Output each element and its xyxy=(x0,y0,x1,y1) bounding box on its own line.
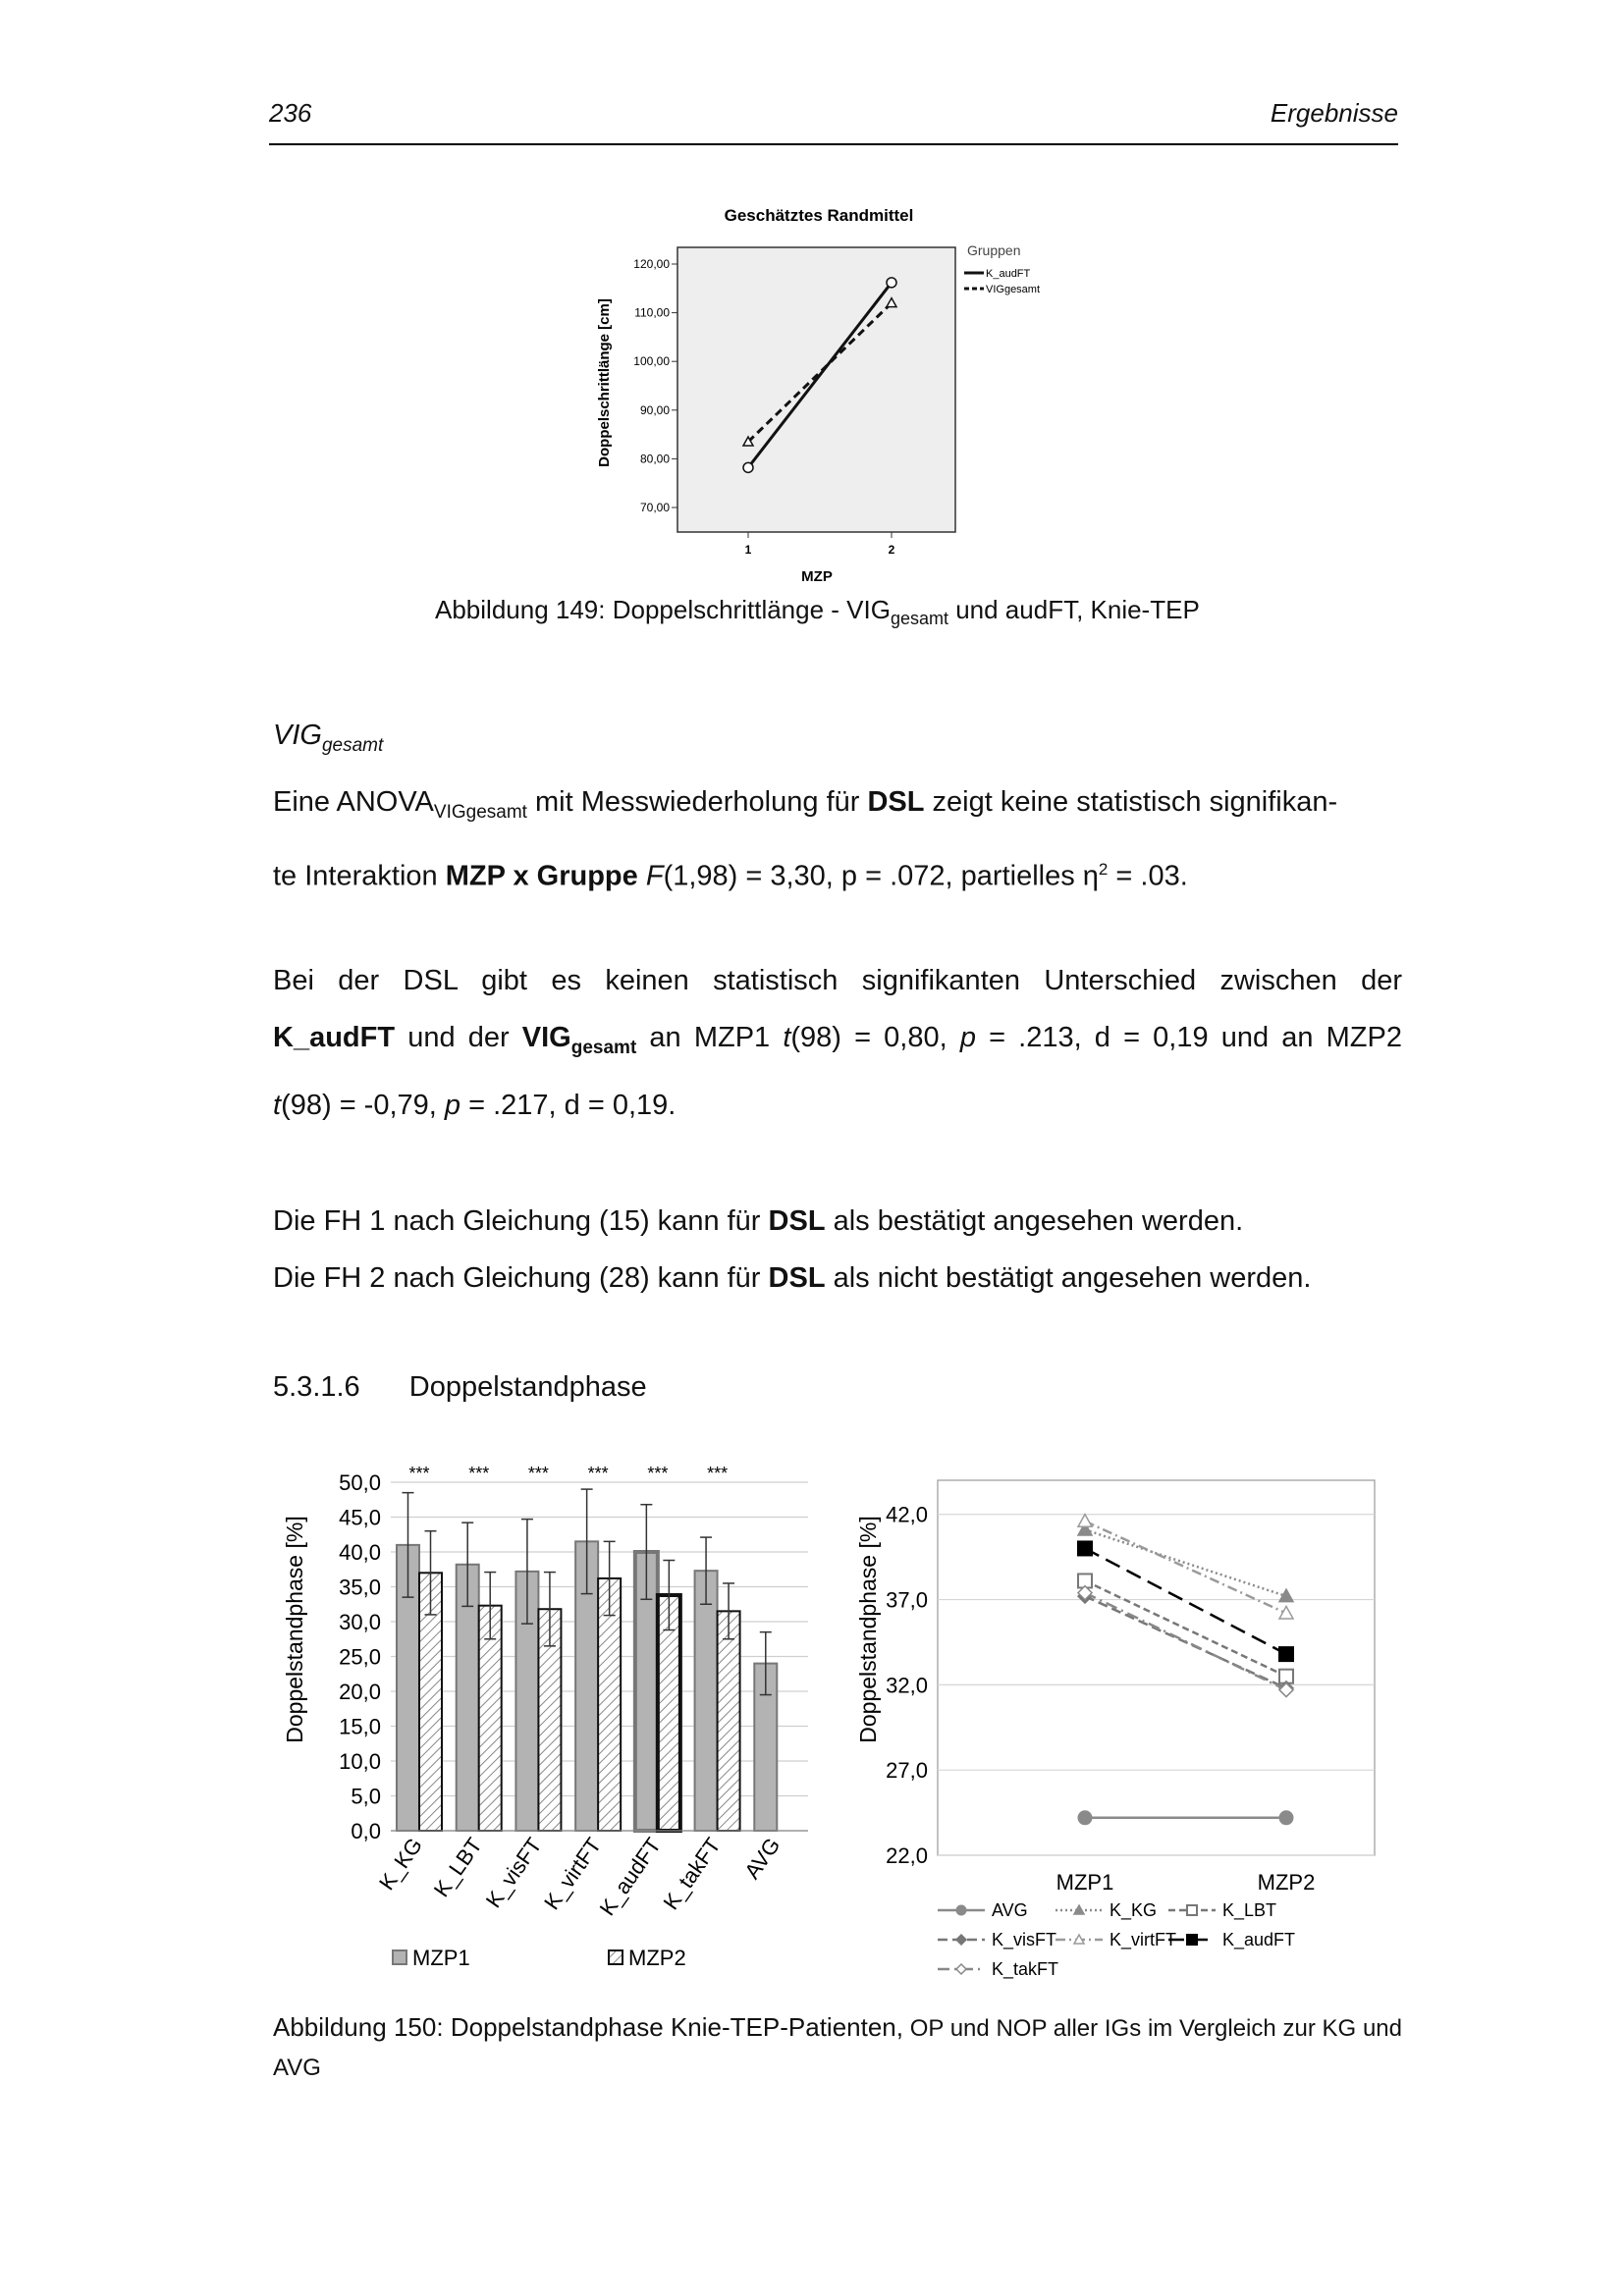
dsl-bold: DSL xyxy=(768,1262,826,1294)
legend-title: Gruppen xyxy=(967,242,1021,258)
data-point-K_audFT xyxy=(887,278,896,288)
legend-label: K_LBT xyxy=(1222,1900,1277,1920)
text: = .213, d = 0,19 und an MZP2 xyxy=(975,1022,1402,1053)
legend-label: MZP1 xyxy=(412,1946,470,1970)
legend-label: K_virtFT xyxy=(1110,1930,1177,1949)
y-tick-label: 70,00 xyxy=(639,501,670,514)
y-axis-label: Doppelstandphase [%] xyxy=(855,1516,881,1743)
kaudft-bold: K_audFT xyxy=(273,1022,396,1053)
difference-paragraph xyxy=(273,952,1402,1134)
x-tick-label: K_virtFT xyxy=(539,1833,607,1914)
text: an MZP1 xyxy=(636,1022,784,1053)
text: zeigt keine statistisch signifikan- xyxy=(924,786,1338,818)
text: (98) = 0,80, xyxy=(790,1022,960,1053)
legend-label: K_audFT xyxy=(1222,1930,1296,1949)
dsl-bold: DSL xyxy=(867,786,925,818)
text: VIG xyxy=(521,1022,571,1053)
legend xyxy=(938,1900,1295,1980)
figure-150-line-chart xyxy=(844,1438,1404,2002)
x-tick-label: 1 xyxy=(744,543,752,557)
x-tick-label: K_takFT xyxy=(658,1833,726,1914)
figure-149-caption xyxy=(435,595,1200,629)
y-axis-ticks xyxy=(339,1470,381,1843)
y-tick-label: 32,0 xyxy=(886,1673,928,1698)
mzp-gruppe-bold: MZP x Gruppe xyxy=(445,860,638,892)
x-axis-label: MZP xyxy=(801,568,833,585)
y-tick-label: 0,0 xyxy=(351,1819,381,1843)
y-axis-ticks xyxy=(886,1503,928,1868)
data-point-K_audFT xyxy=(1078,1541,1092,1555)
y-tick-label: 37,0 xyxy=(886,1587,928,1613)
y-tick-label: 42,0 xyxy=(886,1502,928,1527)
y-tick-label: 30,0 xyxy=(339,1610,381,1634)
text: Die FH 2 nach Gleichung (28) kann für xyxy=(273,1262,769,1294)
t-italic: t xyxy=(273,1089,282,1121)
text: (98) = -0,79, xyxy=(281,1089,445,1121)
bar-MZP2-K_takFT xyxy=(718,1611,740,1831)
legend-marker xyxy=(1187,1935,1197,1945)
fh-paragraph xyxy=(273,1193,1402,1307)
p-italic: p xyxy=(444,1089,461,1121)
text-sub: VIGgesamt xyxy=(433,801,527,823)
text: als nicht bestätigt angesehen werden. xyxy=(825,1262,1312,1294)
data-point-AVG xyxy=(1078,1811,1092,1825)
page-header xyxy=(269,94,1398,145)
figure-150-caption xyxy=(273,2007,1402,2088)
caption-text-end: OP und NOP aller IGs im Vergleich zur KG und AVG xyxy=(273,2015,1402,2081)
figure-149-chart xyxy=(579,196,1090,599)
bar-MZP2-K_virtFT xyxy=(598,1578,621,1831)
y-tick-label: 80,00 xyxy=(639,452,670,466)
y-tick-label: 120,00 xyxy=(633,257,670,271)
text: und der xyxy=(395,1022,522,1053)
y-tick-label: 100,00 xyxy=(633,354,670,369)
legend-swatch xyxy=(393,1950,406,1964)
vig-heading xyxy=(273,720,383,757)
significance-marker: *** xyxy=(707,1464,729,1483)
legend-swatch xyxy=(609,1950,623,1964)
y-axis-label: Doppelschrittlänge [cm] xyxy=(596,298,613,467)
data-point-K_audFT xyxy=(743,462,753,472)
line-3 xyxy=(273,1077,1402,1134)
legend-label: K_audFT xyxy=(986,268,1031,280)
y-tick-label: 20,0 xyxy=(339,1680,381,1704)
legend-label: MZP2 xyxy=(628,1946,686,1970)
y-tick-label: 45,0 xyxy=(339,1505,381,1530)
f-italic: F xyxy=(645,860,664,892)
legend-label: K_takFT xyxy=(992,1959,1059,1979)
data-point-AVG xyxy=(1279,1811,1293,1825)
significance-marker: *** xyxy=(408,1464,430,1483)
text: Bei der DSL gibt es keinen statistisch signifikanten Unterschied zwischen der xyxy=(273,965,1402,996)
y-tick-label: 15,0 xyxy=(339,1714,381,1739)
plot-frame xyxy=(938,1480,1375,1855)
significance-marker: *** xyxy=(468,1464,490,1483)
y-tick-label: 90,00 xyxy=(639,402,670,417)
anova-paragraph xyxy=(273,774,1402,904)
x-tick-label: K_KG xyxy=(373,1833,428,1895)
x-tick-label: AVG xyxy=(739,1833,785,1884)
significance-marker: *** xyxy=(527,1464,549,1483)
legend-marker xyxy=(956,1964,966,1974)
legend-marker xyxy=(956,1935,966,1945)
figure-150-bar-chart xyxy=(273,1438,823,2002)
vig-heading-sub: gesamt xyxy=(321,734,384,756)
legend-label: K_KG xyxy=(1110,1900,1158,1920)
caption-subscript: gesamt xyxy=(890,609,948,629)
bar-MZP1-K_takFT xyxy=(695,1571,718,1831)
y-tick-label: 35,0 xyxy=(339,1575,381,1600)
text: Die FH 1 nach Gleichung (15) kann für xyxy=(273,1205,769,1237)
y-axis-ticks xyxy=(633,257,677,514)
y-tick-label: 25,0 xyxy=(339,1644,381,1670)
x-axis-ticks xyxy=(1056,1870,1316,1895)
fh2-line xyxy=(273,1250,1402,1307)
p-italic: p xyxy=(959,1022,976,1053)
legend-label: AVG xyxy=(992,1900,1028,1920)
x-tick-label: 2 xyxy=(888,543,895,557)
bar-series-group xyxy=(391,1464,808,1831)
section-number: 5.3.1.6 xyxy=(273,1371,360,1403)
x-tick-label: K_LBT xyxy=(428,1833,487,1901)
y-axis-label: Doppelstandphase [%] xyxy=(282,1516,307,1743)
text: (1,98) = 3,30, p = .072, partielles η xyxy=(663,860,1099,892)
fh1-line xyxy=(273,1193,1402,1250)
text: Eine ANOVA xyxy=(273,786,434,818)
y-tick-label: 110,00 xyxy=(634,305,670,320)
y-tick-label: 10,0 xyxy=(339,1749,381,1774)
plot-area xyxy=(677,247,955,532)
x-tick-label: MZP2 xyxy=(1257,1870,1316,1895)
x-axis-ticks xyxy=(745,532,895,557)
text: = .03. xyxy=(1108,860,1188,892)
dsl-bold: DSL xyxy=(768,1205,826,1237)
vig-heading-text: VIG xyxy=(273,720,322,751)
chart-title: Geschätztes Randmittel xyxy=(724,206,914,225)
caption-text: Abbildung 150: Doppelstandphase Knie-TEP-Patienten, xyxy=(273,2012,903,2042)
line-2 xyxy=(273,1009,1402,1077)
legend xyxy=(393,1946,686,1970)
y-tick-label: 27,0 xyxy=(886,1758,928,1784)
y-tick-label: 5,0 xyxy=(351,1784,381,1809)
caption-text: Abbildung 149: Doppelschrittlänge - VIG xyxy=(435,595,891,624)
legend xyxy=(964,268,1040,295)
legend-label: K_visFT xyxy=(992,1930,1057,1949)
text: te Interaktion xyxy=(273,860,446,892)
line-1 xyxy=(273,952,1402,1009)
text-sub: gesamt xyxy=(570,1037,637,1058)
text: = .217, d = 0,19. xyxy=(460,1089,677,1121)
y-tick-label: 40,0 xyxy=(339,1540,381,1565)
text: mit Messwiederholung für xyxy=(526,786,868,818)
significance-marker: *** xyxy=(587,1464,609,1483)
x-tick-label: K_audFT xyxy=(594,1833,666,1921)
legend-marker xyxy=(1187,1905,1197,1915)
significance-marker: *** xyxy=(647,1464,669,1483)
x-tick-label: MZP1 xyxy=(1056,1870,1114,1895)
text: als bestätigt angesehen werden. xyxy=(825,1205,1244,1237)
section-heading xyxy=(273,1371,647,1404)
legend-marker xyxy=(956,1905,966,1915)
section-title: Doppelstandphase xyxy=(408,1371,647,1403)
y-tick-label: 50,0 xyxy=(339,1470,381,1495)
page-number: 236 xyxy=(269,98,312,128)
y-tick-label: 22,0 xyxy=(886,1843,928,1868)
data-point-K_audFT xyxy=(1279,1647,1293,1661)
caption-text-end: und audFT, Knie-TEP xyxy=(947,595,1200,624)
x-axis-labels xyxy=(374,1834,785,1920)
vig-bold xyxy=(521,1022,637,1058)
running-header-title: Ergebnisse xyxy=(1270,98,1398,128)
legend-label: VIGgesamt xyxy=(986,284,1041,295)
text-sup: 2 xyxy=(1098,859,1109,879)
x-tick-label: K_visFT xyxy=(480,1833,547,1912)
t-italic: t xyxy=(783,1022,791,1053)
